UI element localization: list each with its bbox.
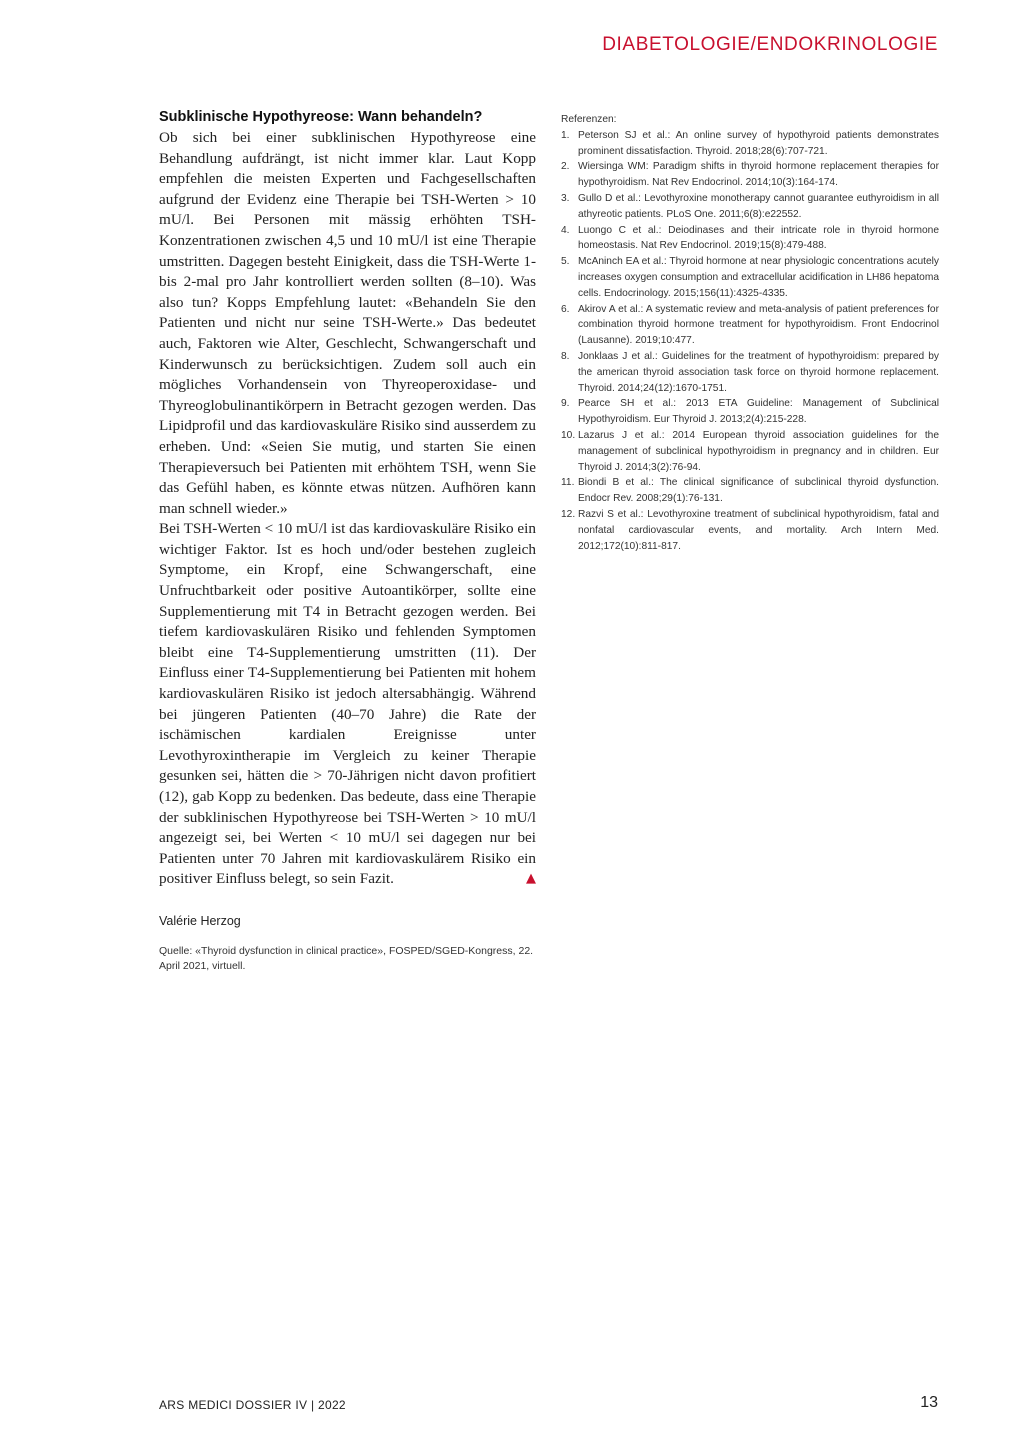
reference-item — [561, 254, 939, 301]
reference-number: 10. — [561, 429, 576, 441]
article-heading: Subklinische Hypothyreose: Wann behandeln? — [159, 109, 483, 125]
reference-text: Peterson SJ et al.: An online survey of hypothyroid patients demonstrates prominent dissatisfaction. Thyroid. 2018;28(6):707-721. — [578, 129, 939, 157]
reference-number: 5. — [561, 256, 570, 268]
source-note: Quelle: «Thyroid dysfunction in clinical practice», FOSPED/SGED-Kongress, 22. April 2021, virtuell. — [159, 944, 534, 973]
reference-number: 9. — [561, 398, 570, 410]
reference-text: Wiersinga WM: Paradigm shifts in thyroid hormone replacement therapies for hypothyroidism. Nat Rev Endocrinol. 2014;10(3):164-174. — [578, 161, 939, 189]
reference-item — [561, 349, 939, 396]
reference-text: Luongo C et al.: Deiodinases and their intricate role in thyroid hormone homeostasis. Nat Rev Endocrinol. 2019;15(8):479-488. — [578, 224, 939, 252]
reference-list — [561, 128, 939, 555]
author-name: Valérie Herzog — [159, 913, 241, 928]
reference-number: 6. — [561, 303, 570, 315]
reference-text: Biondi B et al.: The clinical significance of subclinical thyroid dysfunction. Endocr Rev. 2008;29(1):76-131. — [578, 477, 939, 505]
reference-text: Razvi S et al.: Levothyroxine treatment of subclinical hypothyroidism, fatal and nonfatal cardiovascular events, and mortality. Arch Intern Med. 2012;172(10):811-817. — [578, 508, 939, 552]
reference-item — [561, 128, 939, 160]
reference-item — [561, 159, 939, 191]
reference-text: Gullo D et al.: Levothyroxine monotherapy cannot guarantee euthyroidism in all athyreotic patients. PLoS One. 2011;6(8):e22552. — [578, 192, 939, 220]
reference-number: 11. — [561, 477, 575, 489]
reference-item — [561, 507, 939, 554]
reference-text: Jonklaas J et al.: Guidelines for the treatment of hypothyroidism: prepared by the american thyroid association task force on thyroid hormone replacement. Thyroid. 2014;24(12):1670-1751. — [578, 350, 939, 394]
references-column — [561, 112, 939, 554]
reference-number: 12. — [561, 508, 576, 520]
article-paragraph-2 — [159, 519, 536, 890]
footer-publication: ARS MEDICI DOSSIER IV | 2022 — [159, 1398, 346, 1412]
reference-text: Lazarus J et al.: 2014 European thyroid association guidelines for the management of subclinical hypothyroidism in pregnancy and in children. Eur Thyroid J. 2014;3(2):76-94. — [578, 429, 939, 473]
page-number: 13 — [920, 1394, 938, 1411]
references-title: Referenzen: — [561, 114, 617, 125]
reference-text: Pearce SH et al.: 2013 ETA Guideline: Management of Subclinical Hypothyroidism. Eur Thyroid J. 2013;2(4):215-228. — [578, 398, 939, 426]
reference-item — [561, 428, 939, 475]
reference-item — [561, 191, 939, 223]
reference-number: 4. — [561, 224, 570, 236]
reference-number: 8. — [561, 350, 570, 362]
reference-item — [561, 302, 939, 349]
section-title: DIABETOLOGIE/ENDOKRINOLOGIE — [602, 34, 938, 55]
article-paragraph-2-text: Bei TSH-Werten < 10 mU/l ist das kardiovaskuläre Risiko ein wichtiger Faktor. Ist es hoch und/oder bestehen zugleich Symptome, ein Kropf, eine Schwangerschaft, eine Unfruchtbarkeit oder positive Autoantikörper, sollte eine Supplementierung mit T4 in Betracht gezogen werden. Bei tiefem kardiovaskulären Risiko und fehlenden Symptomen bleibt eine T4-Supplementierung umstritten (11). Der Einfluss einer T4-Supplementierung bei Patienten mit hohem kardiovaskulären Risiko ist jedoch altersabhängig. Während bei jüngeren Patienten (40–70 Jahre) die Rate der ischämischen kardialen Ereignisse unter Levothyroxintherapie im Vergleich zu keiner Therapie gesunken sei, hätten die > 70-Jährigen nicht davon profitiert (12), gab Kopp zu bedenken. Das bedeute, dass eine Therapie der subklinischen Hypothyreose bei TSH-Werten > 10 mU/l angezeigt sei, bei Werten < 10 mU/l sei dagegen nur bei Patienten unter 70 Jahren mit kardiovaskulärem Risiko ein positiver Einfluss belegt, so sein Fazit. — [159, 520, 536, 888]
reference-text: McAninch EA et al.: Thyroid hormone at near physiologic concentrations acutely increases oxygen consumption and extracellular acidification in LH86 hepatoma cells. Endocrinology. 2015;156(11):4325-4335. — [578, 256, 939, 299]
reference-number: 2. — [561, 161, 570, 173]
reference-item — [561, 475, 939, 507]
article-paragraph-1: Ob sich bei einer subklinischen Hypothyreose eine Behandlung aufdrängt, ist nicht immer klar. Laut Kopp empfehlen die meisten Experten und Fachgesellschaften aufgrund der Evidenz eine Therapie bei TSH-Werten > 10 mU/l. Bei Personen mit mässig erhöhten TSH-Konzentrationen zwischen 4,5 und 10 mU/l ist eine Therapie umstritten. Dagegen besteht Einigkeit, dass die TSH-Werte 1- bis 2-mal pro Jahr kontrolliert werden sollten (8–10). Was also tun? Kopps Empfehlung lautet: «Behandeln Sie den Patienten und nicht nur seine TSH-Werte.» Das bedeutet auch, Faktoren wie Alter, Geschlecht, Schwangerschaft und Kinderwunsch zu berücksichtigen. Zudem soll auch ein mögliches Vorhandensein von Thyreoperoxidase- und Thyreoglobulinantikörpern in Betracht gezogen werden. Das Lipidprofil und das kardiovaskuläre Risiko sind ausserdem zu erheben. Und: «Seien Sie mutig, und starten Sie einen Therapieversuch bei Patienten mit erhöhtem TSH, wenn Sie das Gefühl haben, es könnte etwas nützen. Aufhören kann man schnell wieder.» — [159, 129, 536, 517]
reference-item — [561, 396, 939, 428]
reference-number: 1. — [561, 129, 570, 141]
article-column — [159, 108, 536, 975]
reference-text: Akirov A et al.: A systematic review and meta-analysis of patient preferences for combination thyroid hormone treatment for hypothyroidism. Front Endocrinol (Lausanne). 2019;10:477. — [578, 303, 939, 347]
reference-number: 3. — [561, 192, 570, 204]
reference-item — [561, 223, 939, 255]
end-mark-icon: ▲ — [526, 871, 536, 887]
